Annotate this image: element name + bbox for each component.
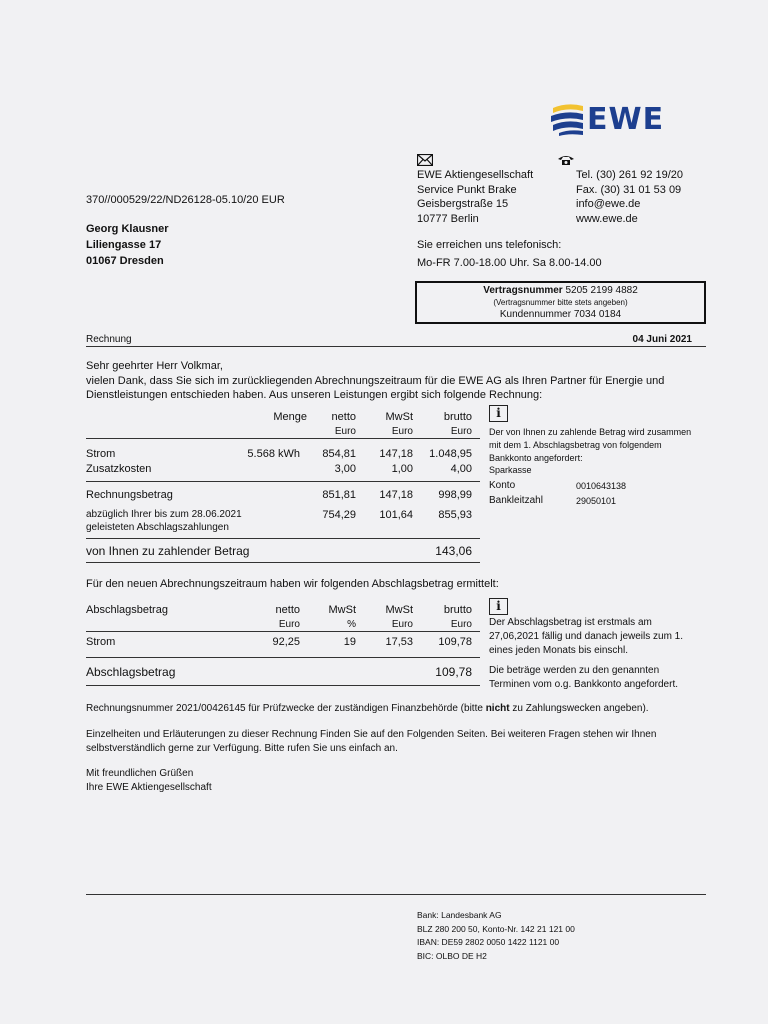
intro-line-2: Dienstleistungen entschieden haben. Aus unseren Leistungen ergibt sich folgende Rechnung:: [86, 389, 543, 401]
contract-label: Vertragsnummer: [483, 285, 563, 296]
recipient-address: [86, 221, 169, 269]
logo-wordmark: EWE: [587, 102, 665, 137]
invoice-table: Menge netto MwSt brutto Euro Euro Euro Strom 5.568 kWh 854,81 147,18 1.048,95 Zusatzkosten 3,00 1,00 4,00 Rechnungsbetrag 851,81 147,18 998,99 abzüglich Ihrer bis zum 28.06.2021 geleisteten Abschlagszahlungen 754,29 101,64 855,93 von Ihnen zu zahlender Betrag 143,06: [86, 410, 480, 570]
blz-label: Bankleitzahl: [489, 495, 543, 506]
sender-fax: Fax. (30) 31 01 53 09: [576, 183, 682, 196]
blz-value: 29050101: [576, 496, 617, 506]
info-icon: i: [489, 405, 508, 422]
col-brutto-header: brutto: [443, 411, 472, 423]
col-menge-header: Menge: [273, 411, 307, 423]
details-text: Einzelheiten und Erläuterungen zu dieser Rechnung Finden Sie auf den Folgenden Seiten. Bei weiteren Fragen stehen wir Ihnen selbstverständlich gerne zur Verfügung. Bitte rufen Sie uns einfach an.: [86, 729, 657, 754]
sender-city: 10777 Berlin: [417, 212, 479, 225]
sender-tel: Tel. (30) 261 92 19/20: [576, 169, 684, 181]
sender-dept: Service Punkt Brake: [417, 183, 517, 196]
intro-text: [86, 359, 706, 403]
col-netto-header: netto: [331, 411, 356, 423]
sender-hours: [417, 236, 602, 272]
recipient-name: Georg Klausner: [86, 223, 169, 235]
reference-number: 370//000529/22/ND26128-05.10/20 EUR: [86, 194, 285, 206]
new-period-text: Für den neuen Abrechnungszeitraum haben wir folgenden Abschlagsbetrag ermittelt:: [86, 578, 499, 590]
installment-title: Abschlagsbetrag: [86, 604, 168, 616]
info-icon: i: [489, 598, 508, 615]
bank-name: Sparkasse: [489, 465, 532, 475]
col-brutto-unit: Euro: [450, 426, 472, 437]
doc-date: 04 Juni 2021: [632, 334, 692, 345]
phone-icon: [557, 154, 575, 166]
reach-label: Sie erreichen uns telefonisch:: [417, 239, 562, 251]
invoice-number-note: Rechnungsnummer 2021/00426145 für Prüfzwecke der zuständigen Finanzbehörde (bitte nicht zu Zahlungswecken angeben).: [86, 703, 649, 714]
total-due-label: von Ihnen zu zahlender Betrag: [86, 544, 250, 558]
contract-note: (Vertragsnummer bitte stets angeben): [493, 298, 628, 307]
ewe-swoosh-icon: [549, 102, 585, 136]
info-payment-text: Der von Ihnen zu zahlende Betrag wird zusammen mit dem 1. Abschlagsbetrag von folgendem Bankkonto angefordert:: [489, 427, 692, 463]
closing: Mit freundlichen Grüßen Ihre EWE Aktiengesellschaft: [86, 768, 212, 793]
doc-type: Rechnung: [86, 334, 132, 345]
konto-label: Konto: [489, 480, 516, 491]
total-due-value: 143,06: [435, 544, 472, 558]
info-installment-text: Der Abschlagsbetrag ist erstmals am 27,06,2021 fällig und danach jeweils zum 1. eines jeden Monats bis einschl. Die beträge werden zu den genannten Terminen vom o.g. Bankkonto angefordert.: [489, 617, 684, 690]
sender-address: [417, 168, 533, 226]
sender-email[interactable]: info@ewe.de: [576, 198, 641, 210]
installment-total-label: Abschlagsbetrag: [86, 665, 176, 679]
contract-box: [415, 281, 706, 324]
sender-street: Geisbergstraße 15: [417, 198, 509, 210]
konto-value: 0010643138: [576, 481, 627, 491]
sender-web[interactable]: www.ewe.de: [576, 212, 638, 225]
installment-total-value: 109,78: [435, 665, 472, 679]
intro-line-1: vielen Dank, dass Sie sich im zurückliegenden Abrechnungszeitraum für die EWE AG als Ihren Partner für Energie und: [86, 374, 665, 387]
ewe-logo: [549, 102, 679, 138]
col-mwst-header: MwSt: [385, 411, 413, 423]
envelope-icon: [417, 154, 433, 166]
col-mwst-unit: Euro: [391, 426, 413, 437]
salutation: Sehr geehrter Herr Volkmar,: [86, 360, 223, 372]
sender-contact: [576, 168, 683, 226]
recipient-city: 01067 Dresden: [86, 255, 164, 267]
col-netto-unit: Euro: [334, 426, 356, 437]
footer-bank: Bank: Landesbank AG BLZ 280 200 50, Konto-Nr. 142 21 121 00 IBAN: DE59 2802 0050 1422 1121 00 BIC: OLBO DE H2: [417, 910, 575, 961]
installment-table: Abschlagsbetrag netto MwSt MwSt brutto Euro % Euro Euro Strom 92,25 19 17,53 109,78 Abschlagsbetrag 109,78: [86, 603, 480, 693]
hours-text: Mo-FR 7.00-18.00 Uhr. Sa 8.00-14.00: [417, 257, 602, 269]
customer-number: Kundennummer 7034 0184: [499, 309, 622, 320]
recipient-street: Liliengasse 17: [86, 239, 162, 251]
contract-number: 5205 2199 4882: [565, 285, 638, 296]
sender-company: EWE Aktiengesellschaft: [417, 169, 534, 181]
